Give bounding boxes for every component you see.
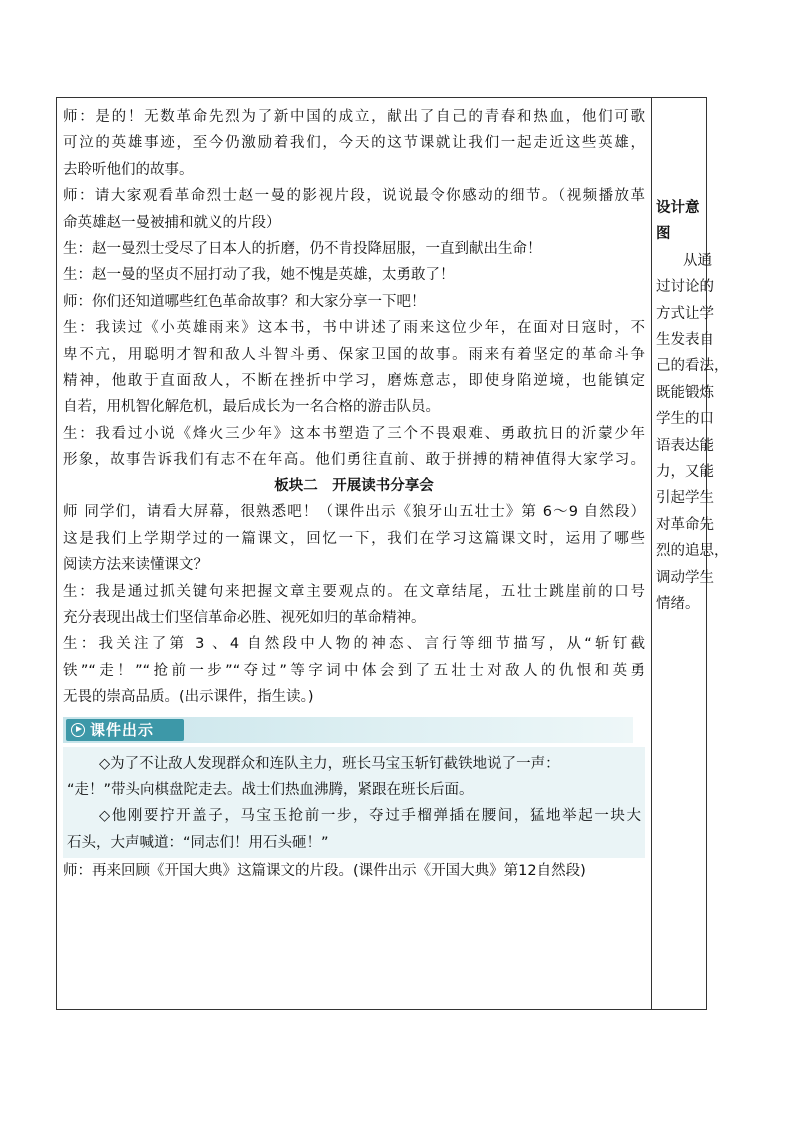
play-circle-icon [71, 723, 85, 737]
design-intent-line: 己的看法， [656, 358, 729, 375]
text-line: 生：赵一曼烈士受尽了日本人的折磨，仍不肯投降屈服，一直到献出生命！ [63, 240, 542, 257]
courseware-tag [66, 719, 184, 741]
text-line: 自若，用机智化解危机，最后成长为一名合格的游击队员。 [63, 399, 440, 416]
text-line: 师：再来回顾《开国大典》这篇课文的片段。(课件出示《开国大典》第12自然段) [63, 863, 586, 880]
design-intent-line: 生发表自 [656, 331, 714, 348]
text-line: 精神，他敢于直面敌人，不断在挫折中学习，磨炼意志，即使身陷逆境，也能镇定 [63, 372, 645, 389]
lesson-plan-table [56, 97, 729, 1010]
design-intent-line: 调动学生 [656, 569, 714, 586]
design-intent-line: 力，又能 [656, 463, 714, 480]
design-intent-line: 方式让学 [656, 305, 714, 322]
quote-line: ◇为了不让敌人发现群众和连队主力，班长马宝玉斩钉截铁地说了一声： [99, 755, 560, 772]
text-line: 可泣的英雄事迹，至今仍激励着我们，今天的这节课就让我们一起走近这些英雄， [63, 135, 645, 152]
courseware-quote [63, 747, 645, 859]
text-line: 生：我看过小说《烽火三少年》这本书塑造了三个不畏艰难、勇敢抗日的沂蒙少年 [63, 425, 645, 442]
text-line: 师 同学们，请看大屏幕，很熟悉吧！（课件出示《狼牙山五壮士》第 6～9 自然段） [63, 504, 645, 521]
design-intent-line: 引起学生 [656, 490, 714, 507]
design-intent-line: 对革命先 [656, 516, 714, 533]
courseware-label: 课件出示 [90, 721, 155, 740]
quote-line: 石头，大声喊道：“同志们！用石头砸！” [67, 834, 329, 851]
design-intent-line: 语表达能 [656, 437, 714, 454]
section-heading: 板块二 开展读书分享会 [274, 478, 434, 495]
design-intent-line: 从通 [683, 252, 712, 269]
design-intent-title: 设计意图 [656, 200, 700, 243]
text-line: 师：请大家观看革命烈士赵一曼的影视片段，说说最令你感动的细节。（视频播放革 [63, 188, 645, 205]
text-line: 师：你们还知道哪些红色革命故事？和大家分享一下吧！ [63, 293, 426, 310]
text-line: 生：赵一曼的坚贞不屈打动了我，她不愧是英雄，太勇敢了！ [63, 267, 455, 284]
text-line: 铁”“走！”“抢前一步”“夺过”等字词中体会到了五壮士对敌人的仇恨和英勇 [63, 662, 645, 679]
quote-line: “走！”带头向棋盘陀走去。战士们热血沸腾，紧跟在班长后面。 [67, 781, 474, 798]
design-intent-line: 过讨论的 [656, 279, 714, 296]
text-line: 命英雄赵一曼被捕和就义的片段） [63, 214, 281, 231]
text-line: 师：是的！无数革命先烈为了新中国的成立，献出了自己的青春和热血，他们可歌 [63, 109, 645, 125]
text-line: 生：我读过《小英雄雨来》这本书，书中讲述了雨来这位少年，在面对日寇时，不 [63, 320, 645, 337]
text-line: 形象，故事告诉我们有志不在年高。他们勇往直前、敢于拼搏的精神值得大家学习。 [63, 452, 645, 469]
design-intent-line: 烈的追思， [656, 543, 729, 560]
text-line: 卑不亢，用聪明才智和敌人斗智斗勇、保家卫国的故事。雨来有着坚定的革命斗争 [63, 346, 645, 363]
text-line: 去聆听他们的故事。 [63, 161, 194, 178]
text-line: 这是我们上学期学过的一篇课文，回忆一下，我们在学习这篇课文时，运用了哪些 [63, 530, 645, 547]
quote-line: ◇他刚要拧开盖子，马宝玉抢前一步，夺过手榴弹插在腰间，猛地举起一块大 [99, 808, 641, 825]
design-intent-line: 既能锻炼 [656, 384, 714, 401]
text-line: 生：我关注了第 3 、4 自然段中人物的神态、言行等细节描写，从“斩钉截 [63, 636, 645, 653]
text-line: 充分表现出战士们坚信革命必胜、视死如归的革命精神。 [63, 610, 426, 627]
design-intent-column [652, 98, 729, 1009]
text-line: 阅读方法来读懂课文？ [63, 557, 208, 574]
text-line: 无畏的崇高品质。(出示课件，指生读。) [63, 689, 314, 706]
design-intent-line: 情绪。 [656, 595, 700, 612]
text-line: 生：我是通过抓关键句来把握文章主要观点的。在文章结尾，五壮士跳崖前的口号 [63, 583, 645, 600]
main-content-column [57, 98, 651, 1009]
courseware-banner [63, 717, 633, 743]
design-intent-line: 学生的口 [656, 411, 714, 428]
